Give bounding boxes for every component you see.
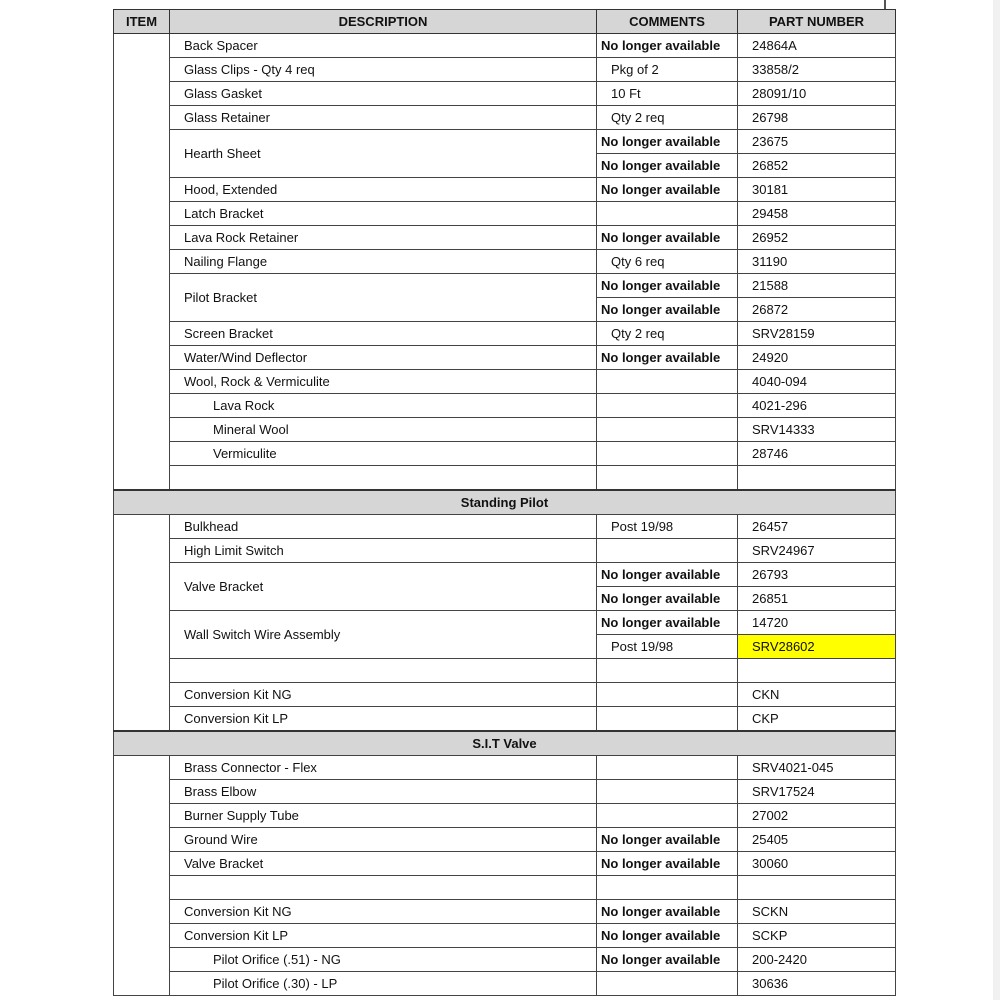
header-item: ITEM: [114, 10, 170, 34]
table-row: [114, 178, 896, 202]
comments-cell: [597, 804, 738, 828]
part-number-cell: 26851: [738, 587, 896, 611]
part-number-cell: 26793: [738, 563, 896, 587]
part-number-cell: 4021-296: [738, 394, 896, 418]
description-cell: Lava Rock: [170, 394, 597, 418]
comments-cell: [597, 394, 738, 418]
comments-cell: 10 Ft: [597, 82, 738, 106]
part-number-cell: 14720: [738, 611, 896, 635]
part-number-cell: CKN: [738, 683, 896, 707]
parts-list-sheet: [113, 9, 895, 996]
table-row: [114, 130, 896, 154]
part-number-cell: SRV24967: [738, 539, 896, 563]
table-row: [114, 804, 896, 828]
table-row: [114, 515, 896, 539]
description-cell: Glass Gasket: [170, 82, 597, 106]
part-number-cell: SRV14333: [738, 418, 896, 442]
comments-cell: No longer available: [597, 178, 738, 202]
part-number-cell: 26852: [738, 154, 896, 178]
description-cell: Ground Wire: [170, 828, 597, 852]
part-number-cell: 28746: [738, 442, 896, 466]
comments-cell: No longer available: [597, 346, 738, 370]
part-number-cell: 26798: [738, 106, 896, 130]
description-cell: Mineral Wool: [170, 418, 597, 442]
parts-table: [113, 9, 896, 996]
comments-cell: No longer available: [597, 852, 738, 876]
item-cell: [114, 515, 170, 732]
section-header-sit-valve: [114, 731, 896, 756]
description-cell: Conversion Kit NG: [170, 683, 597, 707]
description-cell: Water/Wind Deflector: [170, 346, 597, 370]
part-number-cell: 26872: [738, 298, 896, 322]
description-cell: Burner Supply Tube: [170, 804, 597, 828]
table-row: [114, 250, 896, 274]
comments-cell: [597, 539, 738, 563]
part-number-cell: 30060: [738, 852, 896, 876]
description-cell: Valve Bracket: [170, 852, 597, 876]
table-row: [114, 370, 896, 394]
part-number-cell: 29458: [738, 202, 896, 226]
comments-cell: No longer available: [597, 226, 738, 250]
header-part-number: PART NUMBER: [738, 10, 896, 34]
comments-cell: No longer available: [597, 154, 738, 178]
comments-cell: [597, 202, 738, 226]
table-row: [114, 58, 896, 82]
comments-cell: [597, 972, 738, 996]
comments-cell: No longer available: [597, 34, 738, 58]
part-number-cell: SCKN: [738, 900, 896, 924]
scrollbar-track[interactable]: [993, 0, 1000, 1000]
comments-cell: Pkg of 2: [597, 58, 738, 82]
table-row-empty: [114, 466, 896, 491]
comments-cell: No longer available: [597, 924, 738, 948]
description-cell: Pilot Bracket: [170, 274, 597, 322]
table-row: [114, 106, 896, 130]
item-cell: [114, 34, 170, 491]
comments-cell: No longer available: [597, 274, 738, 298]
comments-cell: No longer available: [597, 130, 738, 154]
comments-cell: Qty 2 req: [597, 106, 738, 130]
description-cell: Back Spacer: [170, 34, 597, 58]
table-row: [114, 274, 896, 298]
part-number-cell: 24920: [738, 346, 896, 370]
description-cell: Bulkhead: [170, 515, 597, 539]
table-row: [114, 34, 896, 58]
table-row-empty: [114, 659, 896, 683]
part-number-cell: 4040-094: [738, 370, 896, 394]
part-number-cell: 26457: [738, 515, 896, 539]
table-row: [114, 756, 896, 780]
comments-cell: [597, 756, 738, 780]
description-cell: Conversion Kit NG: [170, 900, 597, 924]
description-cell: Wall Switch Wire Assembly: [170, 611, 597, 659]
table-row: [114, 611, 896, 635]
comments-cell: [597, 418, 738, 442]
part-number-cell: 23675: [738, 130, 896, 154]
table-row: [114, 322, 896, 346]
description-cell: Nailing Flange: [170, 250, 597, 274]
comments-cell: [597, 780, 738, 804]
part-number-cell: [738, 659, 896, 683]
table-row: [114, 707, 896, 732]
table-row: [114, 202, 896, 226]
part-number-cell: 24864A: [738, 34, 896, 58]
description-cell: Pilot Orifice (.30) - LP: [170, 972, 597, 996]
part-number-cell: [738, 466, 896, 491]
table-row: [114, 828, 896, 852]
highlighted-part-number-cell: SRV28602: [738, 635, 896, 659]
page-edge-line: [884, 0, 886, 9]
description-cell: High Limit Switch: [170, 539, 597, 563]
table-row: [114, 972, 896, 996]
table-row: [114, 346, 896, 370]
table-row: [114, 948, 896, 972]
section-title: S.I.T Valve: [114, 731, 896, 756]
description-cell: [170, 876, 597, 900]
part-number-cell: 31190: [738, 250, 896, 274]
table-row: [114, 683, 896, 707]
table-row: [114, 900, 896, 924]
comments-cell: [597, 466, 738, 491]
description-cell: Hearth Sheet: [170, 130, 597, 178]
comments-cell: Qty 6 req: [597, 250, 738, 274]
part-number-cell: SRV4021-045: [738, 756, 896, 780]
comments-cell: Qty 2 req: [597, 322, 738, 346]
part-number-cell: 26952: [738, 226, 896, 250]
description-cell: Brass Connector - Flex: [170, 756, 597, 780]
table-header-row: [114, 10, 896, 34]
comments-cell: [597, 707, 738, 732]
comments-cell: No longer available: [597, 900, 738, 924]
table-row-empty: [114, 876, 896, 900]
part-number-cell: SRV28159: [738, 322, 896, 346]
description-cell: Pilot Orifice (.51) - NG: [170, 948, 597, 972]
part-number-cell: 30636: [738, 972, 896, 996]
section-title: Standing Pilot: [114, 490, 896, 515]
description-cell: Latch Bracket: [170, 202, 597, 226]
description-cell: Glass Retainer: [170, 106, 597, 130]
comments-cell: [597, 442, 738, 466]
comments-cell: [597, 659, 738, 683]
description-cell: Brass Elbow: [170, 780, 597, 804]
description-cell: [170, 659, 597, 683]
comments-cell: Post 19/98: [597, 635, 738, 659]
part-number-cell: 33858/2: [738, 58, 896, 82]
description-cell: Hood, Extended: [170, 178, 597, 202]
description-cell: [170, 466, 597, 491]
comments-cell: No longer available: [597, 298, 738, 322]
table-row: [114, 539, 896, 563]
comments-cell: [597, 370, 738, 394]
table-row: [114, 852, 896, 876]
description-cell: Screen Bracket: [170, 322, 597, 346]
description-cell: Glass Clips - Qty 4 req: [170, 58, 597, 82]
part-number-cell: 27002: [738, 804, 896, 828]
part-number-cell: [738, 876, 896, 900]
comments-cell: No longer available: [597, 563, 738, 587]
table-row: [114, 82, 896, 106]
header-comments: COMMENTS: [597, 10, 738, 34]
description-cell: Vermiculite: [170, 442, 597, 466]
part-number-cell: 28091/10: [738, 82, 896, 106]
description-cell: Valve Bracket: [170, 563, 597, 611]
header-description: DESCRIPTION: [170, 10, 597, 34]
table-row: [114, 780, 896, 804]
part-number-cell: SRV17524: [738, 780, 896, 804]
part-number-cell: 25405: [738, 828, 896, 852]
table-row: [114, 394, 896, 418]
comments-cell: Post 19/98: [597, 515, 738, 539]
part-number-cell: 21588: [738, 274, 896, 298]
table-row: [114, 418, 896, 442]
comments-cell: No longer available: [597, 587, 738, 611]
table-row: [114, 226, 896, 250]
part-number-cell: 200-2420: [738, 948, 896, 972]
part-number-cell: CKP: [738, 707, 896, 732]
part-number-cell: 30181: [738, 178, 896, 202]
section-header-standing-pilot: [114, 490, 896, 515]
item-cell: [114, 756, 170, 996]
comments-cell: No longer available: [597, 828, 738, 852]
description-cell: Conversion Kit LP: [170, 924, 597, 948]
table-row: [114, 924, 896, 948]
comments-cell: No longer available: [597, 611, 738, 635]
description-cell: Lava Rock Retainer: [170, 226, 597, 250]
part-number-cell: SCKP: [738, 924, 896, 948]
table-row: [114, 563, 896, 587]
comments-cell: [597, 876, 738, 900]
comments-cell: No longer available: [597, 948, 738, 972]
comments-cell: [597, 683, 738, 707]
table-row: [114, 442, 896, 466]
description-cell: Wool, Rock & Vermiculite: [170, 370, 597, 394]
description-cell: Conversion Kit LP: [170, 707, 597, 732]
